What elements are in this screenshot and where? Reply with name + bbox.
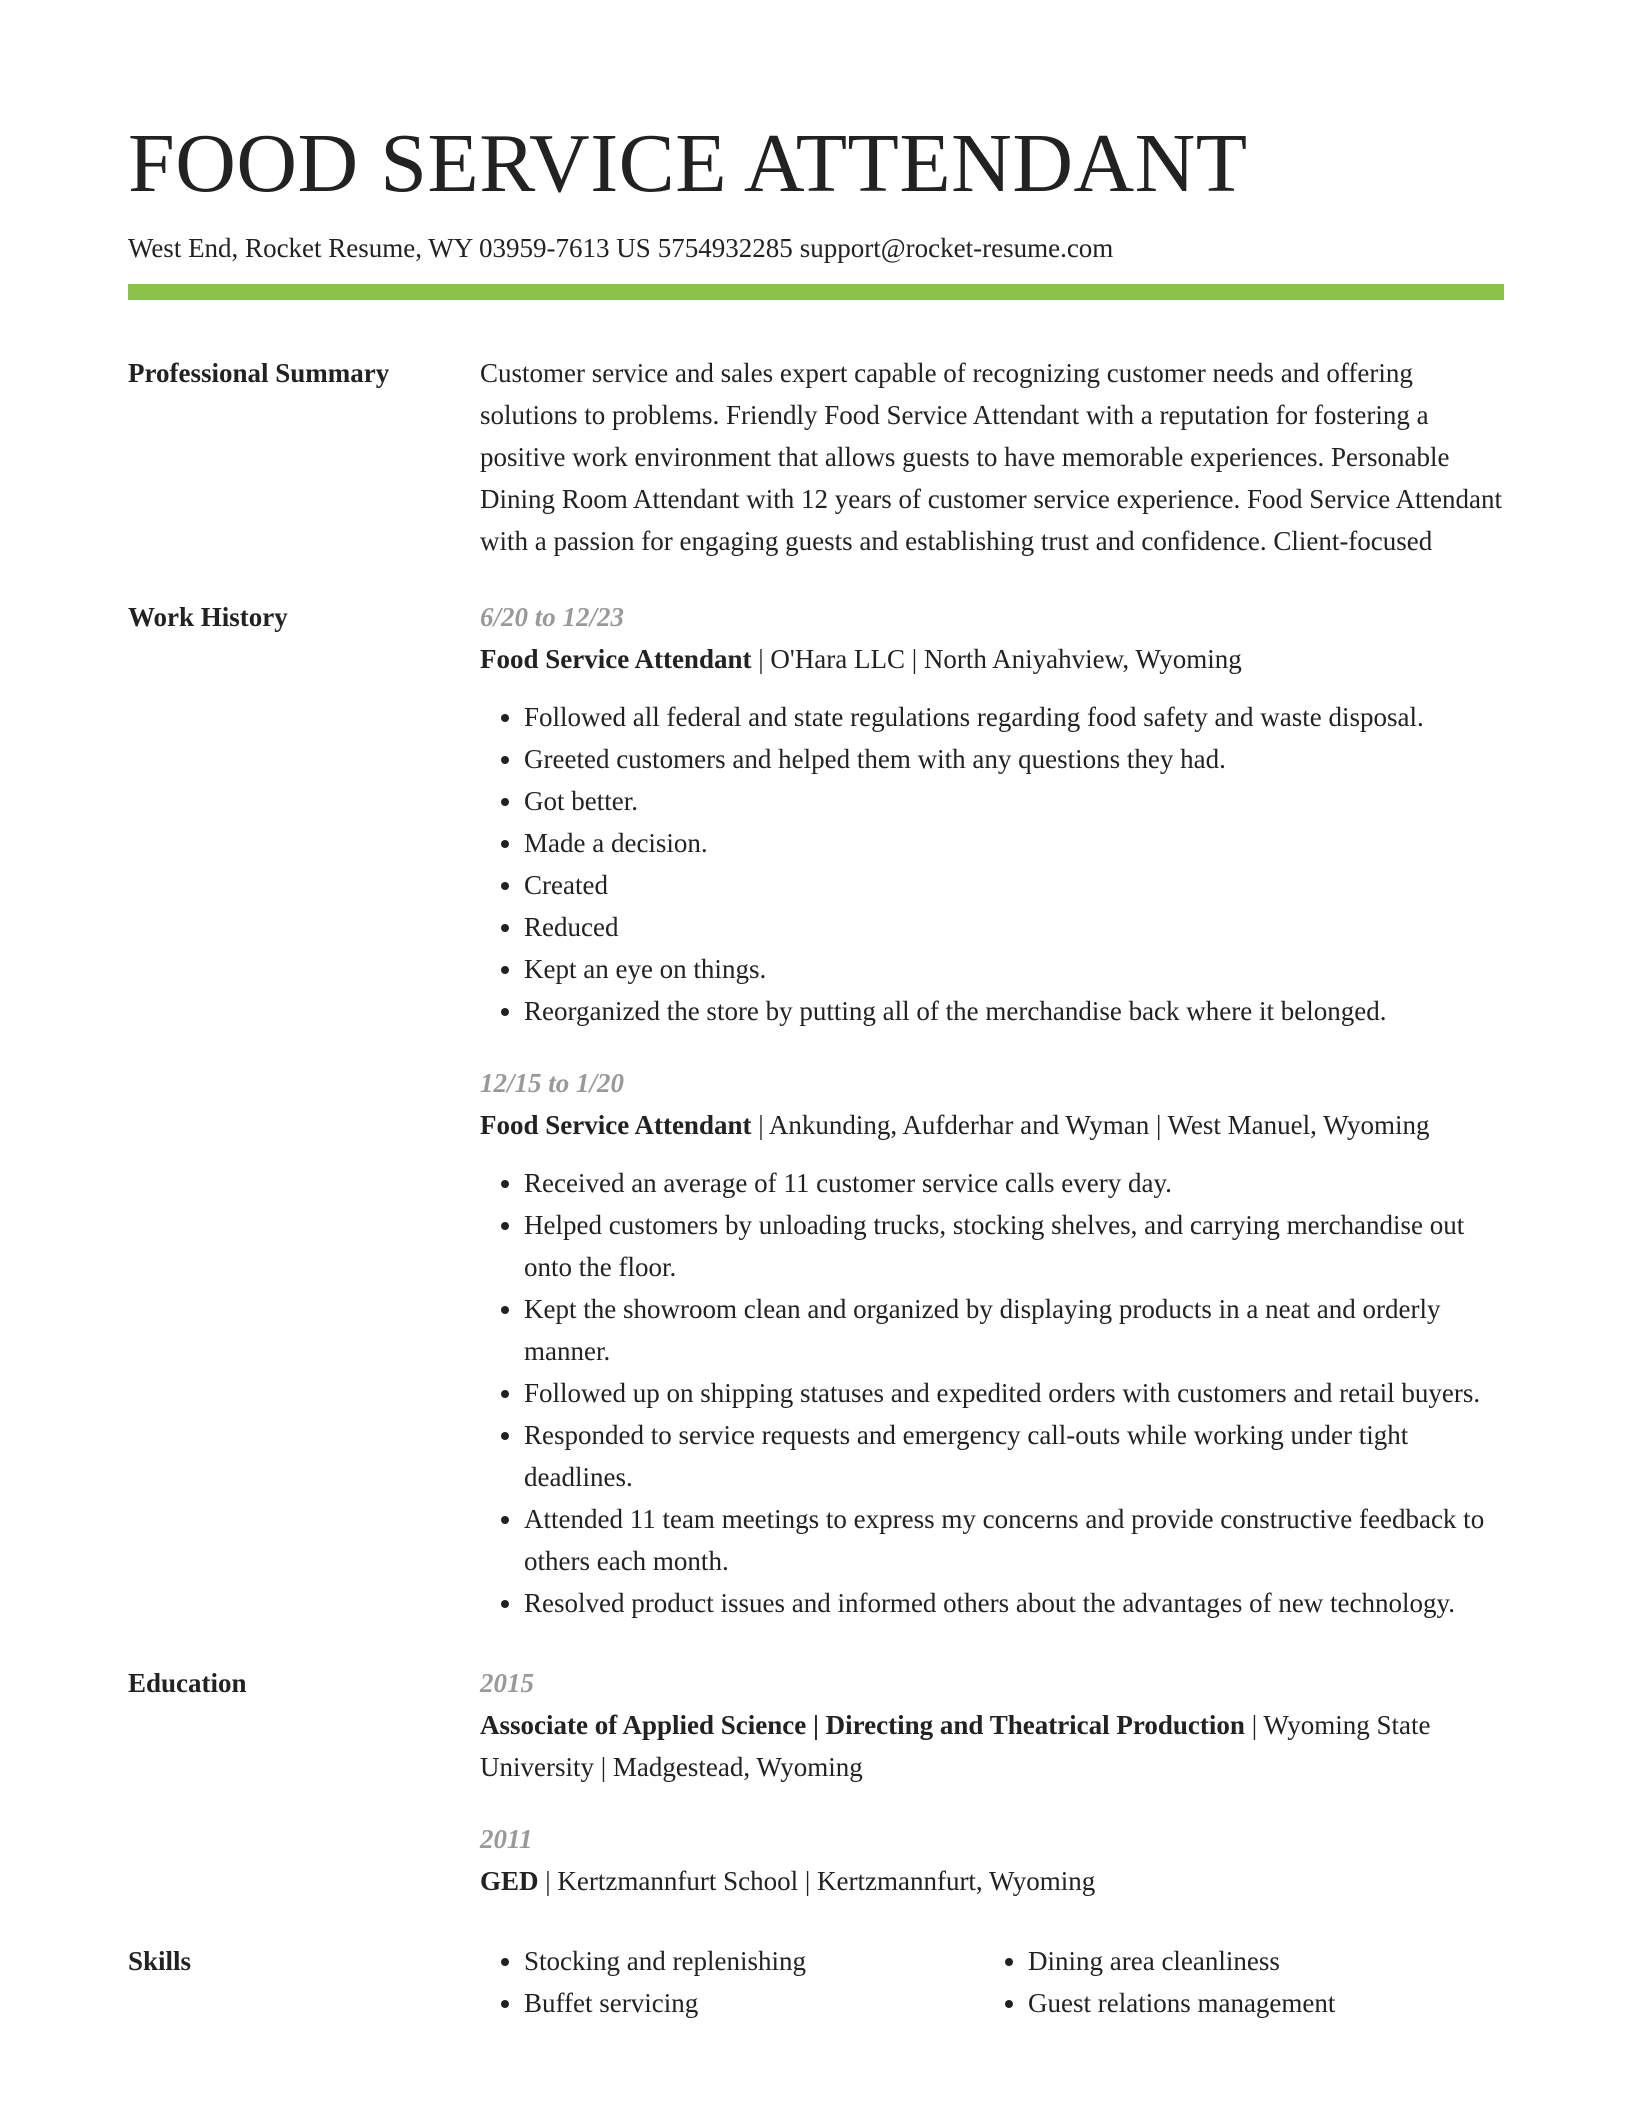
job-bullets — [480, 1162, 1504, 1624]
job-bullet: • Helped customers by unloading trucks, stocking shelves, and carrying merchandise out onto the floor. — [524, 1204, 1504, 1288]
education-section — [128, 1662, 1504, 1902]
education-line — [480, 1704, 1504, 1788]
contact-address: West End, Rocket Resume, WY 03959-7613 US — [128, 233, 651, 263]
job-line — [480, 638, 1504, 680]
skills-list-left — [480, 1940, 984, 2024]
job-bullet: • Resolved product issues and informed others about the advantages of new technology. — [524, 1582, 1504, 1624]
job-position: Food Service Attendant — [480, 1110, 752, 1141]
job-bullet: • Followed all federal and state regulations regarding food safety and waste disposal. — [524, 696, 1504, 738]
job-entry — [480, 596, 1504, 1032]
contact-phone: 5754932285 — [657, 233, 793, 263]
job-dates: 6/20 to 12/23 — [480, 602, 625, 633]
job-bullet: • Responded to service requests and emergency call-outs while working under tight deadlines. — [524, 1414, 1504, 1498]
education-details: | Kertzmannfurt School | Kertzmannfurt, Wyoming — [538, 1866, 1096, 1897]
education-year: 2015 — [480, 1668, 534, 1699]
job-position: Food Service Attendant — [480, 644, 752, 675]
job-details: | O'Hara LLC | North Aniyahview, Wyoming — [751, 644, 1242, 675]
education-degree: GED — [480, 1866, 539, 1897]
skills-section — [128, 1940, 1504, 2024]
skills-list-right — [984, 1940, 1488, 2024]
job-bullet: • Kept an eye on things. — [524, 948, 1504, 990]
job-line — [480, 1104, 1504, 1146]
job-dates: 12/15 to 1/20 — [480, 1068, 625, 1099]
skill-item: • Dining area cleanliness — [1028, 1940, 1488, 1982]
job-bullet: • Kept the showroom clean and organized by displaying products in a neat and orderly manner. — [524, 1288, 1504, 1372]
skills-title: Skills — [128, 1946, 192, 1977]
education-line — [480, 1860, 1504, 1902]
job-bullet: • Got better. — [524, 780, 1504, 822]
job-details: | Ankunding, Aufderhar and Wyman | West Manuel, Wyoming — [751, 1110, 1430, 1141]
job-bullet: • Reorganized the store by putting all of the merchandise back where it belonged. — [524, 990, 1504, 1032]
accent-divider — [128, 284, 1504, 300]
education-details: | Wyoming State University | Madgestead, Wyoming — [480, 1710, 1431, 1783]
education-entry — [480, 1662, 1504, 1788]
summary-section — [128, 352, 1504, 562]
education-entry — [480, 1818, 1504, 1902]
work-history-section — [128, 596, 1504, 1624]
job-bullet: • Greeted customers and helped them with any questions they had. — [524, 738, 1504, 780]
job-bullets — [480, 696, 1504, 1032]
education-degree: Associate of Applied Science | Directing and Theatrical Production — [480, 1710, 1245, 1741]
skill-item: • Stocking and replenishing — [524, 1940, 984, 1982]
contact-line — [128, 232, 1504, 264]
job-entry — [480, 1062, 1504, 1624]
contact-email: support@rocket-resume.com — [799, 233, 1114, 263]
skill-item: • Buffet servicing — [524, 1982, 984, 2024]
job-bullet: • Received an average of 11 customer service calls every day. — [524, 1162, 1504, 1204]
job-bullet: • Created — [524, 864, 1504, 906]
education-year: 2011 — [480, 1824, 533, 1855]
summary-title: Professional Summary — [128, 358, 390, 389]
job-bullet: • Followed up on shipping statuses and expedited orders with customers and retail buyers. — [524, 1372, 1504, 1414]
resume-page — [128, 117, 1504, 2024]
job-bullet: • Reduced — [524, 906, 1504, 948]
summary-text: Customer service and sales expert capable of recognizing customer needs and offering solutions to problems. Friendly Food Service Attendant with a reputation for fostering a positive work environment that allows guests to have memorable experiences. Personable Dining Room Attendant with 12 years of customer service experience. Food Service Attendant with a passion for engaging guests and establishing trust and confidence. Client-focused — [480, 358, 1502, 557]
job-bullet: • Made a decision. — [524, 822, 1504, 864]
skill-item: • Guest relations management — [1028, 1982, 1488, 2024]
job-bullet: • Attended 11 team meetings to express my concerns and provide constructive feedback to others each month. — [524, 1498, 1504, 1582]
resume-name: FOOD SERVICE ATTENDANT — [128, 117, 1248, 210]
education-title: Education — [128, 1668, 247, 1699]
work-history-title: Work History — [128, 602, 288, 633]
